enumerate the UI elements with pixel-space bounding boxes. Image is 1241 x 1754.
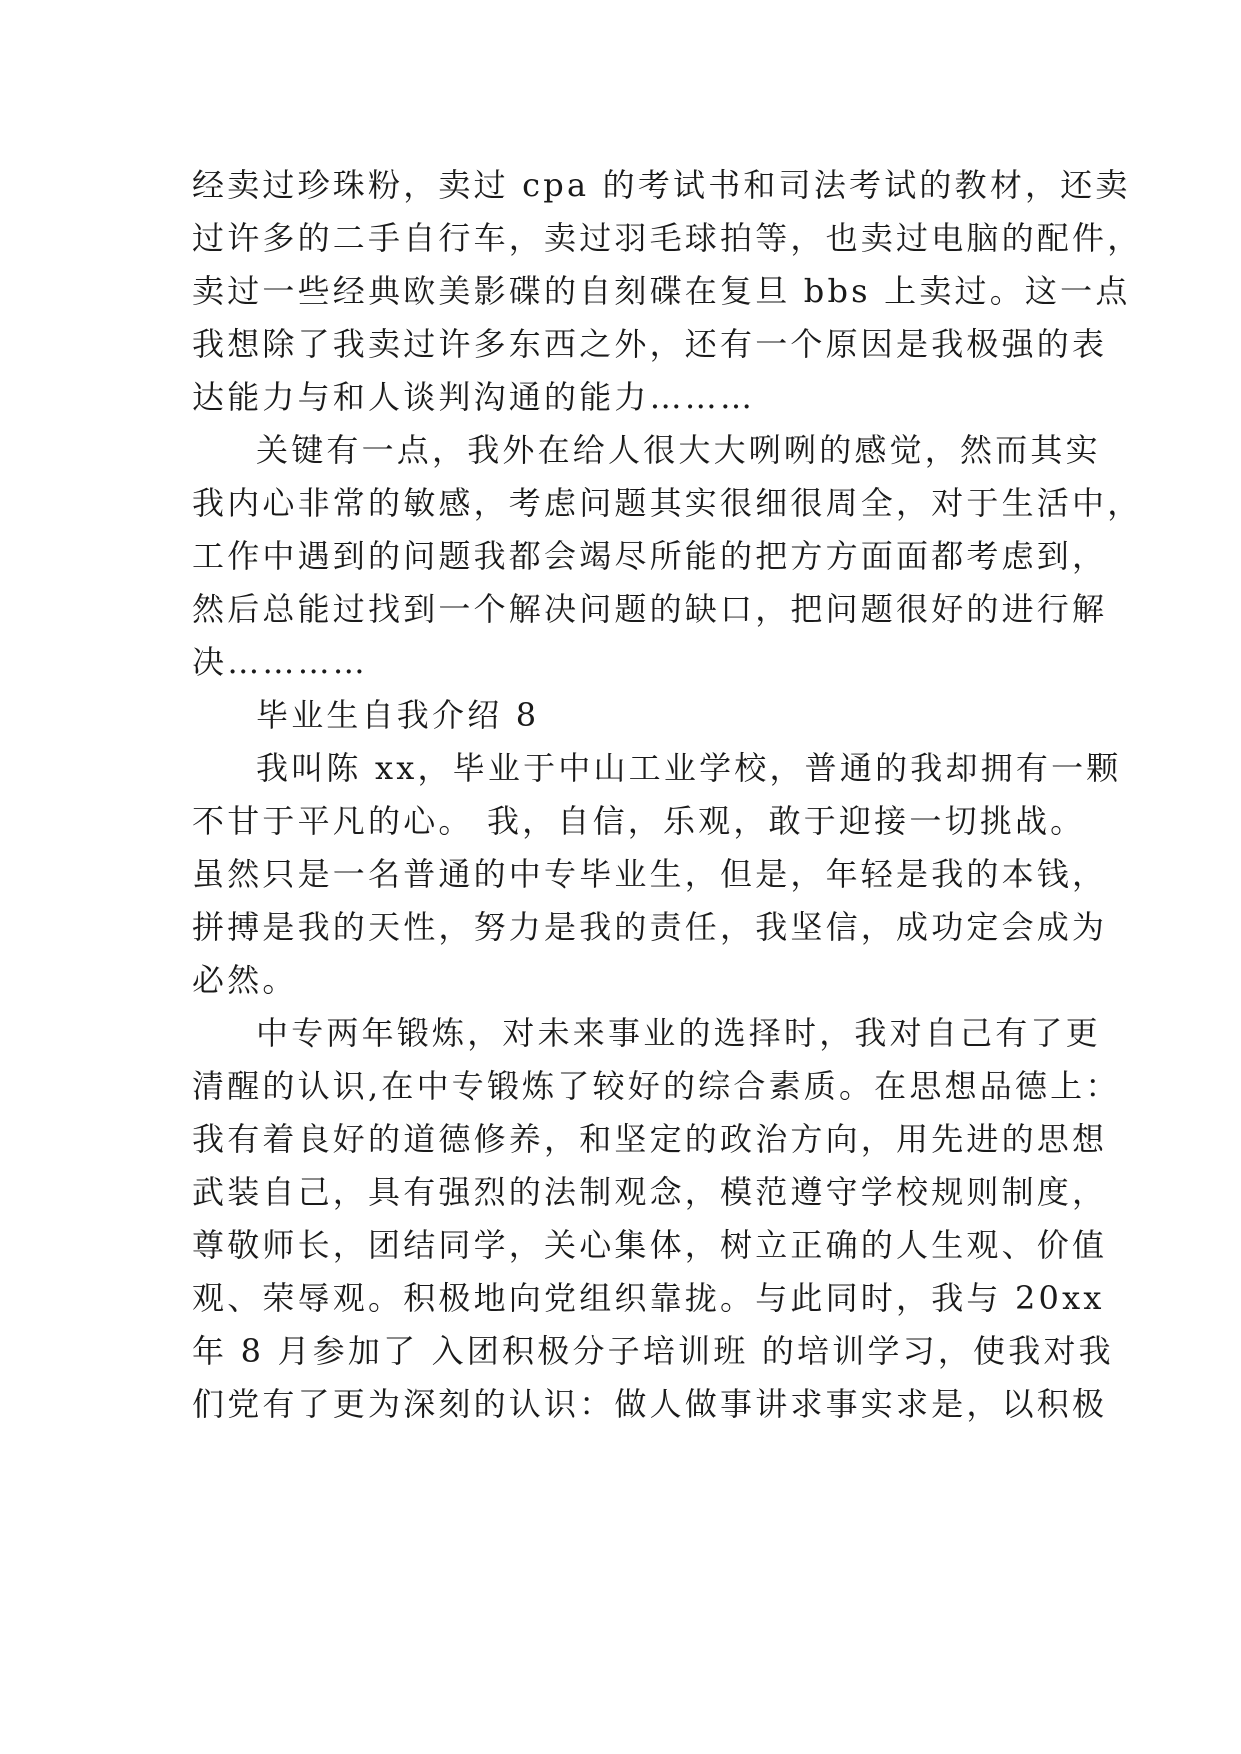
text-line: 然后总能过找到一个解决问题的缺口，把问题很好的进行解	[192, 590, 1108, 628]
text-line: 们党有了更为深刻的认识：做人做事讲求事实求是，以积极	[192, 1385, 1108, 1423]
text-line: 武装自己，具有强烈的法制观念，模范遵守学校规则制度，	[192, 1173, 1108, 1211]
text-line: 必然。	[192, 961, 298, 999]
text-line: 尊敬师长，团结同学，关心集体，树立正确的人生观、价值	[192, 1226, 1108, 1264]
paragraph-first-line: 关键有一点，我外在给人很大大咧咧的感觉，然而其实	[256, 431, 1101, 469]
text-line: 观、荣辱观。积极地向党组织靠拢。与此同时，我与 20xx	[192, 1279, 1105, 1317]
text-line: 虽然只是一名普通的中专毕业生，但是，年轻是我的本钱，	[192, 855, 1108, 893]
text-line: 卖过一些经典欧美影碟的自刻碟在复旦 bbs 上卖过。这一点	[192, 272, 1131, 310]
text-line: 不甘于平凡的心。 我，自信，乐观，敢于迎接一切挑战。	[192, 802, 1086, 840]
paragraph-first-line: 我叫陈 xx，毕业于中山工业学校，普通的我却拥有一颗	[256, 749, 1122, 787]
text-line: 过许多的二手自行车，卖过羽毛球拍等，也卖过电脑的配件，	[192, 219, 1143, 257]
text-line: 我内心非常的敏感，考虑问题其实很细很周全，对于生活中，	[192, 484, 1143, 522]
text-line: 决…………	[192, 643, 369, 681]
paragraph-first-line: 中专两年锻炼，对未来事业的选择时，我对自己有了更	[256, 1014, 1101, 1052]
text-line: 经卖过珍珠粉，卖过 cpa 的考试书和司法考试的教材，还卖	[192, 166, 1131, 204]
text-line: 清醒的认识,在中专锻炼了较好的综合素质。在思想品德上：	[192, 1067, 1121, 1105]
section-heading: 毕业生自我介绍 8	[256, 696, 540, 734]
text-line: 工作中遇到的问题我都会竭尽所能的把方方面面都考虑到，	[192, 537, 1108, 575]
text-line: 拼搏是我的天性，努力是我的责任，我坚信，成功定会成为	[192, 908, 1108, 946]
text-line: 我想除了我卖过许多东西之外，还有一个原因是我极强的表	[192, 325, 1108, 363]
text-line: 达能力与和人谈判沟通的能力………	[192, 378, 756, 416]
text-line: 年 8 月参加了 入团积极分子培训班 的培训学习，使我对我	[192, 1332, 1114, 1370]
text-line: 我有着良好的道德修养，和坚定的政治方向，用先进的思想	[192, 1120, 1108, 1158]
